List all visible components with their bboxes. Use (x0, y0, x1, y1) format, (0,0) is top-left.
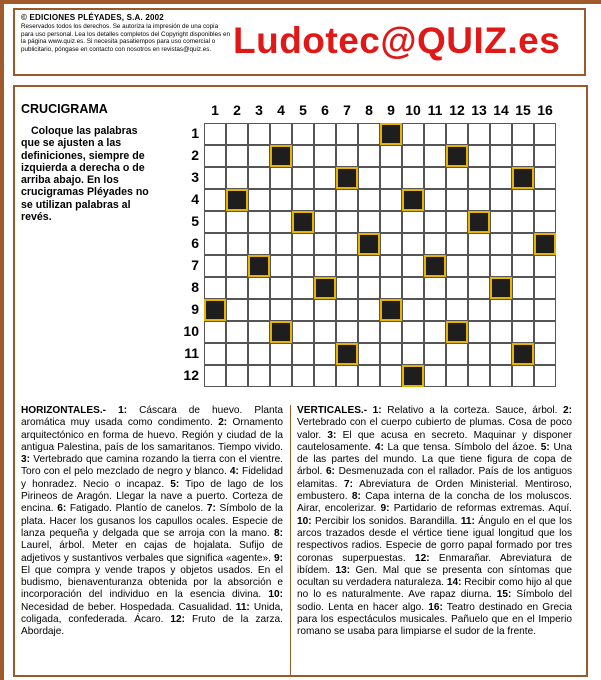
grid-cell[interactable] (314, 189, 336, 211)
grid-cell[interactable] (358, 211, 380, 233)
grid-cell[interactable] (226, 255, 248, 277)
column-label: 1 (211, 102, 219, 118)
clue-text: El que compra y vende trapos y objetos usados. En el budismo, bienaventuranza obtenida por la absorción e incorporación del individuo en la esencia divina. (21, 564, 283, 601)
grid-cell[interactable] (270, 365, 292, 387)
grid-cell-black (358, 233, 380, 255)
grid-cell-black (204, 299, 226, 321)
grid-cell[interactable] (226, 365, 248, 387)
grid-cell[interactable] (490, 255, 512, 277)
clue-text: Tipo de lago de los Pirineos de Aragón. Llegar la nave a puerto. Corteza de encina. (21, 478, 283, 515)
clue-number: 12: (170, 614, 185, 626)
grid-cell[interactable] (336, 365, 358, 387)
row-label: 11 (184, 345, 199, 361)
clue-text: Ángulo en el que los arcos trazados desde el vértice tiene igual longitud que los respectivos radios. Especie de gorro papal formado por tres coronas superpuestas. (297, 515, 573, 564)
grid-cell[interactable] (292, 321, 314, 343)
grid-cell[interactable] (226, 321, 248, 343)
crossword-instructions: Coloque las palabras que se ajusten a las definiciones, siempre de izquierda a derecha o de arriba abajo. En los crucigramas Pléyades no se utilizan palabras al revés. (21, 125, 149, 224)
crossword-title: CRUCIGRAMA (21, 102, 108, 116)
column-label: 12 (449, 102, 465, 118)
grid-cell[interactable] (468, 255, 490, 277)
grid-cell[interactable] (402, 145, 424, 167)
clue-text: Cáscara de huevo. Planta aromática muy usada como condimento. (21, 405, 283, 429)
grid-cell-black (380, 123, 402, 145)
grid-cell[interactable] (204, 277, 226, 299)
grid-cell[interactable] (512, 123, 534, 145)
grid-cell[interactable] (292, 277, 314, 299)
grid-cell-black (314, 277, 336, 299)
grid-cell-black (270, 145, 292, 167)
clue-number: 2: (563, 405, 573, 416)
grid-cell[interactable] (534, 321, 556, 343)
clue-number: 15: (496, 589, 512, 601)
grid-cell[interactable] (424, 123, 446, 145)
clue-text: El que acusa en secreto. Maquinar y disponer cautelosamente. (297, 429, 572, 453)
clue-number: 3: (327, 429, 337, 441)
grid-cell[interactable] (314, 123, 336, 145)
grid-cell[interactable] (446, 365, 468, 387)
grid-cell[interactable] (512, 277, 534, 299)
header-box (13, 8, 586, 76)
grid-cell[interactable] (468, 167, 490, 189)
clue-number: 11: (235, 601, 250, 613)
grid-cell[interactable] (380, 167, 402, 189)
grid-cell[interactable] (358, 123, 380, 145)
grid-cell[interactable] (446, 233, 468, 255)
grid-cell[interactable] (424, 211, 446, 233)
grid-cell[interactable] (490, 321, 512, 343)
grid-cell-black (490, 277, 512, 299)
grid-cell[interactable] (292, 189, 314, 211)
grid-cell[interactable] (402, 233, 424, 255)
grid-cell[interactable] (534, 299, 556, 321)
grid-cell-black (512, 343, 534, 365)
row-label: 1 (191, 125, 199, 141)
grid-cell[interactable] (512, 365, 534, 387)
clue-text: Laurel, árbol. Meter en cajas de hojalata. Sufijo de adjetivos y sustantivos verbales que significa «agente». (21, 540, 283, 564)
grid-cell[interactable] (490, 211, 512, 233)
grid-cell-black (468, 211, 490, 233)
grid-cell[interactable] (270, 277, 292, 299)
grid-cell[interactable] (336, 277, 358, 299)
clue-text: Unida, coligada, confederada. Ácaro. (21, 601, 283, 626)
clue-text: Partidario de reformas extremas. Aquí. (389, 503, 572, 515)
clue-text: Ornamento arquitectónico en forma de huevo. Región y ciudad de la antigua Palestina, país de los samaritanos. Tiempo vivido. (21, 417, 283, 453)
grid-cell[interactable] (292, 123, 314, 145)
grid-cell[interactable] (512, 145, 534, 167)
grid-cell[interactable] (402, 211, 424, 233)
clue-text: Necesidad de beber. Hospedada. Casualidad. (21, 601, 232, 613)
grid-cell[interactable] (226, 145, 248, 167)
grid-cell[interactable] (534, 343, 556, 365)
row-label: 5 (191, 213, 199, 229)
grid-cell-black (534, 233, 556, 255)
clue-text: Capa interna de la concha de los moluscos. Airar, encolerizar. (297, 491, 572, 515)
column-label: 9 (387, 102, 395, 118)
grid-cell[interactable] (424, 189, 446, 211)
clue-text: Vertebrado que camina rozando la tierra con el vientre. Toro con el pelo mezclado de negro y blanco. (21, 454, 283, 478)
grid-cell[interactable] (534, 123, 556, 145)
grid-cell[interactable] (402, 277, 424, 299)
grid-cell[interactable] (226, 167, 248, 189)
clue-text: Vertebrado con el cuerpo cubierto de plumas. Cosa de poco valor. (297, 417, 572, 441)
grid-cell[interactable] (270, 233, 292, 255)
grid-cell-black (292, 211, 314, 233)
column-label: 8 (365, 102, 373, 118)
grid-cell[interactable] (534, 277, 556, 299)
grid-cell[interactable] (358, 321, 380, 343)
grid-cell[interactable] (446, 255, 468, 277)
grid-cell[interactable] (534, 145, 556, 167)
crossword-panel (13, 85, 588, 677)
clue-text: Teatro destinado en Grecia para los espectáculos musicales. Pañuelo que en el Imperio romano se usaba para limpiarse el sudor de la frente. (297, 601, 572, 638)
grid-cell[interactable] (314, 255, 336, 277)
clue-number: 5: (540, 441, 550, 453)
row-label: 2 (191, 147, 199, 163)
grid-cell[interactable] (270, 211, 292, 233)
grid-cell[interactable] (380, 365, 402, 387)
grid-cell[interactable] (424, 145, 446, 167)
grid-cell[interactable] (314, 343, 336, 365)
clue-number: 2: (218, 417, 228, 429)
grid-cell[interactable] (424, 343, 446, 365)
grid-cell[interactable] (468, 321, 490, 343)
grid-cell[interactable] (226, 211, 248, 233)
clue-number: 11: (460, 515, 475, 527)
grid-cell[interactable] (248, 277, 270, 299)
grid-cell[interactable] (380, 211, 402, 233)
row-label: 10 (183, 323, 199, 339)
clue-number: 10: (268, 589, 283, 601)
grid-cell[interactable] (534, 365, 556, 387)
grid-cell[interactable] (424, 321, 446, 343)
grid-cell[interactable] (490, 189, 512, 211)
column-label: 11 (427, 102, 443, 118)
grid-cell[interactable] (490, 167, 512, 189)
grid-cell[interactable] (446, 277, 468, 299)
grid-cell[interactable] (380, 343, 402, 365)
site-logo: Ludotec@QUIZ.es (233, 20, 561, 61)
column-divider (290, 405, 291, 675)
grid-cell[interactable] (490, 365, 512, 387)
grid-cell-black (402, 365, 424, 387)
grid-cell[interactable] (424, 365, 446, 387)
clue-number: 14: (446, 577, 462, 589)
clue-number: 4: (374, 441, 384, 453)
grid-cell[interactable] (292, 343, 314, 365)
row-label: 8 (191, 279, 199, 295)
grid-cell[interactable] (248, 233, 270, 255)
column-label: 10 (405, 102, 421, 118)
grid-cell[interactable] (292, 145, 314, 167)
grid-cell[interactable] (248, 211, 270, 233)
grid-cell[interactable] (314, 299, 336, 321)
column-label: 4 (277, 102, 285, 118)
grid-cell[interactable] (204, 145, 226, 167)
grid-cell[interactable] (248, 189, 270, 211)
grid-cell-black (380, 299, 402, 321)
grid-cell[interactable] (380, 277, 402, 299)
clue-text: Recibir como hijo al que no lo es naturalmente. Ave rapaz diurna. (297, 577, 572, 601)
grid-cell[interactable] (226, 343, 248, 365)
grid-cell[interactable] (248, 321, 270, 343)
clue-text: Enmarañar. Abreviatura de ibídem. (297, 552, 572, 576)
grid-cell[interactable] (204, 321, 226, 343)
grid-cell[interactable] (380, 189, 402, 211)
column-label: 2 (233, 102, 241, 118)
row-label: 6 (191, 235, 199, 251)
grid-cell[interactable] (402, 255, 424, 277)
row-label: 7 (191, 257, 199, 273)
row-label: 3 (191, 169, 199, 185)
grid-cell[interactable] (314, 167, 336, 189)
grid-cell[interactable] (204, 343, 226, 365)
horizontal-heading: HORIZONTALES.- (21, 405, 107, 416)
grid-cell[interactable] (314, 321, 336, 343)
column-label: 13 (471, 102, 487, 118)
clue-number: 8: (351, 491, 361, 503)
clue-text: Símbolo del sodio. Lenta en hacer algo. (297, 589, 572, 613)
grid-cell[interactable] (402, 123, 424, 145)
column-label: 5 (299, 102, 307, 118)
grid-cell[interactable] (512, 299, 534, 321)
grid-cell[interactable] (248, 365, 270, 387)
clue-text: Percibir los sonidos. Barandilla. (311, 515, 458, 527)
grid-cell[interactable] (446, 123, 468, 145)
grid-cell[interactable] (336, 233, 358, 255)
grid-cell[interactable] (468, 365, 490, 387)
grid-cell[interactable] (358, 145, 380, 167)
grid-cell[interactable] (534, 255, 556, 277)
grid-cell[interactable] (292, 167, 314, 189)
grid-cell[interactable] (490, 123, 512, 145)
grid-cell[interactable] (270, 167, 292, 189)
grid-cell[interactable] (468, 189, 490, 211)
clue-text: Relativo a la corteza. Sauce, árbol. (381, 405, 558, 416)
grid-cell[interactable] (226, 123, 248, 145)
clue-text: La que tensa. Símbolo del ázoe. (383, 441, 537, 453)
grid-cell[interactable] (226, 277, 248, 299)
clue-number: 7: (206, 503, 216, 515)
grid-cell-black (226, 189, 248, 211)
grid-cell[interactable] (336, 189, 358, 211)
grid-cell[interactable] (248, 299, 270, 321)
grid-cell[interactable] (314, 145, 336, 167)
clue-number: 9: (274, 552, 283, 564)
grid-cell[interactable] (358, 255, 380, 277)
grid-cell-black (270, 321, 292, 343)
grid-cell[interactable] (314, 211, 336, 233)
row-label: 9 (191, 301, 199, 317)
grid-cell[interactable] (248, 145, 270, 167)
grid-cell[interactable] (512, 189, 534, 211)
grid-cell[interactable] (226, 233, 248, 255)
grid-cell[interactable] (380, 321, 402, 343)
grid-cell[interactable] (534, 211, 556, 233)
clue-number: 12: (414, 552, 430, 564)
grid-cell-black (512, 167, 534, 189)
grid-cell-black (336, 343, 358, 365)
grid-cell[interactable] (204, 211, 226, 233)
clue-number: 1: (118, 405, 128, 416)
grid-cell[interactable] (424, 277, 446, 299)
column-label: 3 (255, 102, 263, 118)
grid-cell[interactable] (336, 321, 358, 343)
grid-cell[interactable] (468, 145, 490, 167)
grid-cell[interactable] (270, 343, 292, 365)
grid-cell[interactable] (358, 299, 380, 321)
grid-cell[interactable] (270, 255, 292, 277)
grid-cell[interactable] (512, 233, 534, 255)
row-label: 12 (183, 367, 199, 383)
grid-cell[interactable] (292, 255, 314, 277)
grid-cell-black (336, 167, 358, 189)
clue-number: 6: (325, 466, 335, 478)
column-label: 7 (343, 102, 351, 118)
row-label: 4 (191, 191, 199, 207)
clue-number: 8: (274, 527, 283, 539)
grid-cell[interactable] (336, 123, 358, 145)
grid-cell[interactable] (402, 167, 424, 189)
clue-number: 1: (372, 405, 382, 416)
grid-cell[interactable] (204, 167, 226, 189)
grid-cell[interactable] (534, 189, 556, 211)
grid-cell[interactable] (468, 233, 490, 255)
grid-cell[interactable] (314, 233, 336, 255)
clue-number: 10: (297, 515, 312, 527)
vertical-clues (297, 405, 572, 639)
grid-cell[interactable] (446, 299, 468, 321)
grid-cell[interactable] (446, 167, 468, 189)
grid-cell[interactable] (358, 343, 380, 365)
grid-cell[interactable] (380, 145, 402, 167)
clue-number: 16: (428, 601, 443, 613)
clue-text: Fidelidad y honradez. Necio o incapaz. (21, 466, 283, 490)
grid-cell[interactable] (358, 365, 380, 387)
grid-cell[interactable] (424, 233, 446, 255)
grid-cell[interactable] (270, 189, 292, 211)
copyright-notice (21, 13, 231, 53)
grid-cell[interactable] (204, 123, 226, 145)
column-label: 15 (515, 102, 531, 118)
grid-cell[interactable] (358, 277, 380, 299)
clue-text: Símbolo de la plata. Hacer los gusanos los capullos ocales. Especie de lanza pequeña y delgada que se arroja con la mano. (21, 503, 283, 539)
grid-cell[interactable] (534, 167, 556, 189)
clue-text: Una de las partes del mundo. La que tiene figura de copa de árbol. (297, 441, 572, 478)
grid-cell[interactable] (336, 211, 358, 233)
copyright-line: © EDICIONES PLÉYADES, S.A. 2002 (21, 13, 164, 22)
grid-cell[interactable] (336, 299, 358, 321)
grid-cell[interactable] (292, 233, 314, 255)
grid-cell[interactable] (424, 299, 446, 321)
grid-cell[interactable] (248, 343, 270, 365)
grid-cell[interactable] (446, 189, 468, 211)
grid-cell[interactable] (424, 167, 446, 189)
column-label: 14 (493, 102, 509, 118)
grid-cell[interactable] (402, 321, 424, 343)
grid-cell[interactable] (490, 233, 512, 255)
clue-number: 7: (344, 478, 354, 490)
clue-text: Abreviatura de Orden Ministerial. Mentiroso, embustero. (297, 478, 572, 503)
clue-text: Fatigado. Plantío de canelos. (66, 503, 204, 515)
grid-cell-black (402, 189, 424, 211)
horizontal-clues (21, 405, 283, 639)
grid-cell-black (446, 321, 468, 343)
grid-cell[interactable] (468, 299, 490, 321)
grid-cell[interactable] (380, 233, 402, 255)
column-label: 6 (321, 102, 329, 118)
grid-cell[interactable] (468, 123, 490, 145)
grid-cell[interactable] (512, 211, 534, 233)
clue-number: 6: (57, 503, 67, 515)
grid-cell[interactable] (270, 299, 292, 321)
clue-number: 3: (21, 454, 30, 466)
grid-cell[interactable] (248, 167, 270, 189)
clue-number: 5: (170, 478, 180, 490)
vertical-heading: VERTICALES.- (297, 405, 368, 416)
grid-cell[interactable] (402, 343, 424, 365)
grid-cell[interactable] (512, 255, 534, 277)
grid-cell[interactable] (490, 299, 512, 321)
grid-cell[interactable] (270, 123, 292, 145)
grid-cell[interactable] (314, 365, 336, 387)
grid-cell[interactable] (380, 255, 402, 277)
grid-cell[interactable] (292, 365, 314, 387)
grid-cell[interactable] (204, 255, 226, 277)
grid-cell[interactable] (446, 343, 468, 365)
column-label: 16 (537, 102, 553, 118)
grid-cell[interactable] (248, 123, 270, 145)
clue-text: Desmenuzada con el rallador. País de los antiguos elamitas. (297, 466, 572, 490)
grid-cell[interactable] (490, 343, 512, 365)
grid-cell[interactable] (358, 189, 380, 211)
grid-cell[interactable] (204, 189, 226, 211)
grid-cell-black (424, 255, 446, 277)
grid-cell[interactable] (402, 299, 424, 321)
clue-text: Fruto de la zarza. Abordaje. (21, 614, 283, 638)
grid-cell[interactable] (468, 343, 490, 365)
clue-number: 4: (229, 466, 239, 478)
grid-cell[interactable] (226, 299, 248, 321)
clue-number: 13: (335, 564, 351, 576)
grid-cell[interactable] (490, 145, 512, 167)
grid-cell-black (446, 145, 468, 167)
grid-cell[interactable] (358, 167, 380, 189)
clue-number: 9: (380, 503, 390, 515)
grid-cell-black (248, 255, 270, 277)
grid-cell[interactable] (336, 255, 358, 277)
grid-cell[interactable] (204, 365, 226, 387)
grid-cell[interactable] (468, 277, 490, 299)
grid-cell[interactable] (512, 321, 534, 343)
copyright-text: Reservados todos los derechos. Se autoriza la impresión de una copia para uso personal. Lea los detalles completos del Copyright disponibles en la página www.quiz.es. Si necesita pasatiempos para uso comercial o publicitario, póngase en contacto con nosotros en revistas@quiz.es. (21, 23, 230, 53)
grid-cell[interactable] (336, 145, 358, 167)
clue-text: Gen. Mal que se presenta con síntomas que ocultan su verdadera naturaleza. (297, 564, 572, 589)
grid-cell[interactable] (292, 299, 314, 321)
grid-cell[interactable] (204, 233, 226, 255)
grid-cell[interactable] (446, 211, 468, 233)
